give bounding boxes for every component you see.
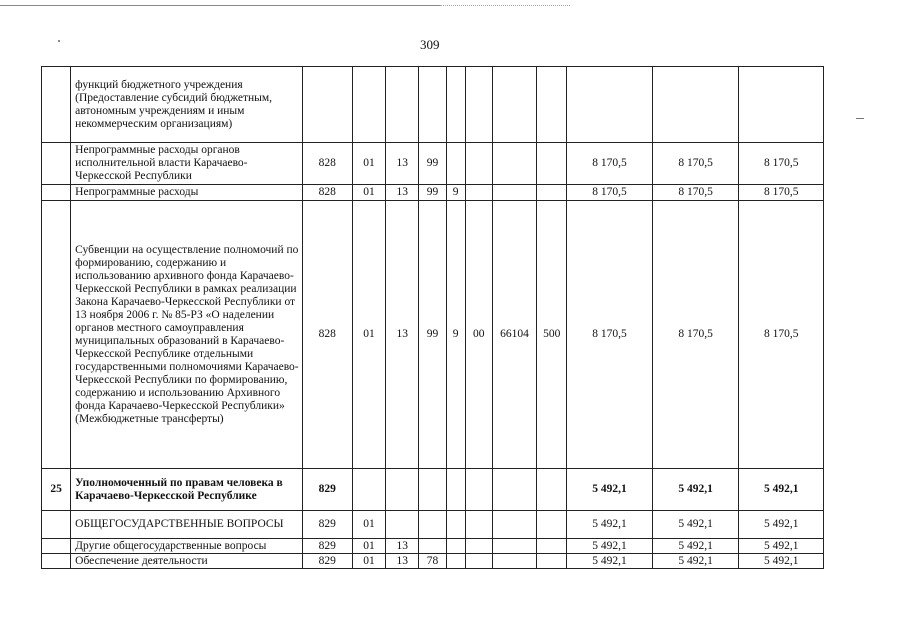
value-year-3: 5 492,1: [739, 539, 824, 554]
table-row: [42, 201, 824, 469]
value-year-2: 5 492,1: [652, 554, 739, 569]
code-group: [465, 143, 492, 185]
code-subprogram: [446, 143, 465, 185]
code-rz: 01: [352, 539, 385, 554]
row-name: Непрограммные расходы: [71, 185, 302, 201]
table-row: [42, 554, 824, 569]
code-rz: 01: [352, 511, 385, 539]
row-number: 25: [42, 469, 71, 511]
row-number: [42, 67, 71, 143]
value-year-2: 8 170,5: [652, 185, 739, 201]
code-group: [465, 185, 492, 201]
value-year-3: 8 170,5: [739, 143, 824, 185]
code-vr: [537, 469, 567, 511]
code-group: [465, 554, 492, 569]
page-number: 309: [420, 37, 440, 52]
code-subprogram: [446, 554, 465, 569]
value-year-2: [652, 67, 739, 143]
code-subprogram: [446, 67, 465, 143]
value-year-1: 5 492,1: [567, 539, 653, 554]
code-rz: 01: [352, 185, 385, 201]
table-row: [42, 67, 824, 143]
code-program: 78: [419, 554, 446, 569]
code-ved: 829: [302, 539, 352, 554]
value-year-1: 5 492,1: [567, 554, 653, 569]
code-pr: [386, 469, 419, 511]
code-rz: [352, 469, 385, 511]
code-ved: 828: [302, 143, 352, 185]
row-name: Уполномоченный по правам человека в Карачаево-Черкесской Республике: [71, 469, 302, 511]
code-group: 00: [465, 201, 492, 469]
value-year-3: 5 492,1: [739, 469, 824, 511]
code-ved: 829: [302, 554, 352, 569]
table-row: [42, 185, 824, 201]
row-name: функций бюджетного учреждения (Предоставление субсидий бюджетным, автономным учреждениям и иным некоммерческим организациям): [71, 67, 302, 143]
row-name: Непрограммные расходы органов исполнительной власти Карачаево-Черкесской Республики: [71, 143, 302, 185]
code-program: [419, 67, 446, 143]
row-name: Субвенции на осуществление полномочий по формированию, содержанию и использованию архивного фонда Карачаево-Черкесской Республики в рамках реализации Закона Карачаево-Черкесской Республики от 13 ноября 2006 г. № 85-РЗ «О наделении органов местного самоуправления муниципальных образований в Карачаево-Черкесской Республике отдельными государственными полномочиями Карачаево-Черкесской Республики по формированию, содержанию и использованию Архивного фонда Карачаево-Черкесской Республики» (Межбюджетные трансферты): [71, 201, 302, 469]
row-number: [42, 511, 71, 539]
code-ved: 829: [302, 511, 352, 539]
code-direction: 66104: [492, 201, 536, 469]
value-year-2: 5 492,1: [652, 469, 739, 511]
code-ved: 828: [302, 185, 352, 201]
code-direction: [492, 67, 536, 143]
code-direction: [492, 554, 536, 569]
scan-speck: [58, 40, 60, 42]
code-program: 99: [419, 185, 446, 201]
code-vr: [537, 185, 567, 201]
code-subprogram: [446, 469, 465, 511]
code-vr: [537, 539, 567, 554]
value-year-3: 5 492,1: [739, 554, 824, 569]
row-name: Другие общегосударственные вопросы: [71, 539, 302, 554]
table-row: [42, 539, 824, 554]
table-row: [42, 143, 824, 185]
code-vr: 500: [537, 201, 567, 469]
code-ved: [302, 67, 352, 143]
code-group: [465, 511, 492, 539]
code-pr: 13: [386, 185, 419, 201]
code-group: [465, 67, 492, 143]
code-direction: [492, 185, 536, 201]
code-program: 99: [419, 143, 446, 185]
code-pr: [386, 67, 419, 143]
budget-table: [41, 66, 824, 569]
code-pr: 13: [386, 554, 419, 569]
value-year-1: 5 492,1: [567, 511, 653, 539]
code-program: [419, 469, 446, 511]
scan-mark: [856, 118, 864, 119]
code-direction: [492, 143, 536, 185]
row-number: [42, 185, 71, 201]
row-name: ОБЩЕГОСУДАРСТВЕННЫЕ ВОПРОСЫ: [71, 511, 302, 539]
table-row: [42, 511, 824, 539]
code-vr: [537, 143, 567, 185]
code-program: [419, 539, 446, 554]
value-year-3: [739, 67, 824, 143]
top-rule: [0, 5, 440, 6]
code-subprogram: [446, 539, 465, 554]
value-year-1: 8 170,5: [567, 201, 653, 469]
table-row: [42, 469, 824, 511]
code-vr: [537, 554, 567, 569]
code-group: [465, 469, 492, 511]
code-direction: [492, 539, 536, 554]
code-direction: [492, 469, 536, 511]
top-rule-dotted: [440, 5, 570, 7]
row-name: Обеспечение деятельности: [71, 554, 302, 569]
value-year-2: 8 170,5: [652, 143, 739, 185]
code-direction: [492, 511, 536, 539]
code-subprogram: 9: [446, 185, 465, 201]
value-year-2: 8 170,5: [652, 201, 739, 469]
value-year-1: 8 170,5: [567, 185, 653, 201]
value-year-1: 8 170,5: [567, 143, 653, 185]
code-pr: 13: [386, 539, 419, 554]
value-year-1: [567, 67, 653, 143]
row-number: [42, 554, 71, 569]
value-year-3: 8 170,5: [739, 185, 824, 201]
value-year-3: 5 492,1: [739, 511, 824, 539]
row-number: [42, 539, 71, 554]
code-subprogram: [446, 511, 465, 539]
code-subprogram: 9: [446, 201, 465, 469]
row-number: [42, 201, 71, 469]
code-rz: 01: [352, 201, 385, 469]
value-year-3: 8 170,5: [739, 201, 824, 469]
code-pr: 13: [386, 201, 419, 469]
code-ved: 828: [302, 201, 352, 469]
code-pr: [386, 511, 419, 539]
code-group: [465, 539, 492, 554]
code-vr: [537, 511, 567, 539]
code-program: [419, 511, 446, 539]
value-year-2: 5 492,1: [652, 511, 739, 539]
code-ved: 829: [302, 469, 352, 511]
code-rz: 01: [352, 143, 385, 185]
value-year-1: 5 492,1: [567, 469, 653, 511]
code-rz: 01: [352, 554, 385, 569]
row-number: [42, 143, 71, 185]
code-program: 99: [419, 201, 446, 469]
code-pr: 13: [386, 143, 419, 185]
code-rz: [352, 67, 385, 143]
code-vr: [537, 67, 567, 143]
value-year-2: 5 492,1: [652, 539, 739, 554]
